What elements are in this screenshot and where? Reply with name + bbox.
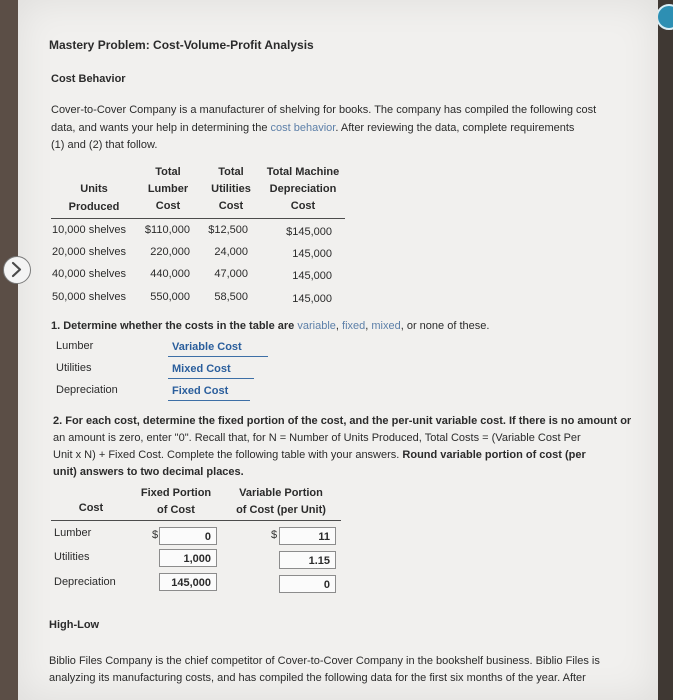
q2-header-variable-line: of Cost (per Unit) — [236, 504, 326, 516]
header-utilities-line: Utilities — [211, 183, 251, 195]
q2-label-utilities: Utilities — [54, 551, 90, 563]
cell-depreciation: 145,000 — [292, 248, 332, 260]
cost-behavior-link[interactable]: cost behavior — [270, 122, 336, 134]
header-lumber — [136, 164, 200, 215]
cell-units: 10,000 shelves — [52, 224, 126, 236]
header-lumber-line: Total — [155, 166, 181, 178]
q1-label-utilities: Utilities — [56, 362, 92, 374]
q2-header-cost: Cost — [78, 502, 104, 514]
intro-line-3: (1) and (2) that follow. — [51, 139, 158, 151]
cell-utilities: 47,000 — [214, 268, 248, 280]
table-header-divider — [51, 218, 345, 219]
q1-select-underline — [168, 400, 250, 401]
fixed-input-utilities[interactable]: 1,000 — [159, 549, 217, 567]
problem-page — [18, 0, 658, 700]
variable-input-depreciation[interactable]: 0 — [279, 575, 336, 593]
q2-text: Unit x N) + Fixed Cost. Complete the following table with your answers. — [53, 449, 403, 461]
q1-label-lumber: Lumber — [56, 340, 94, 352]
intro-text: data, and wants your help in determining the — [51, 122, 271, 134]
header-depreciation-line: Cost — [290, 200, 316, 212]
q1-prompt-text: 1. Determine whether the costs in the table are — [51, 320, 298, 332]
q1-select-utilities[interactable]: Mixed Cost — [172, 363, 231, 375]
cell-utilities: 24,000 — [214, 246, 248, 258]
currency-sign: $ — [152, 529, 159, 541]
section-heading-cost-behavior: Cost Behavior — [51, 73, 126, 85]
variable-input-lumber[interactable]: 11 — [279, 527, 336, 545]
high-low-line-2: analyzing its manufacturing costs, and has compiled the following data for the first six months of the year. After — [49, 672, 586, 684]
q2-header-variable — [228, 485, 334, 519]
q2-header-variable-line: Variable Portion — [239, 487, 323, 499]
high-low-line-1: Biblio Files Company is the chief competitor of Cover-to-Cover Company in the bookshelf business. Biblio Files is — [49, 655, 600, 667]
q2-text-line-4: unit) answers to two decimal places. — [53, 466, 244, 478]
header-units — [62, 180, 126, 216]
header-units-line: Produced — [68, 201, 120, 213]
q2-label-depreciation: Depreciation — [54, 576, 116, 588]
q1-select-depreciation[interactable]: Fixed Cost — [172, 385, 229, 397]
page-title: Mastery Problem: Cost-Volume-Profit Analysis — [49, 38, 314, 52]
header-utilities-line: Cost — [218, 200, 244, 212]
cell-utilities: $12,500 — [208, 224, 248, 236]
section-heading-high-low: High-Low — [49, 619, 100, 631]
variable-input-utilities[interactable]: 1.15 — [279, 551, 336, 569]
cell-units: 40,000 shelves — [52, 268, 126, 280]
header-depreciation-line: Total Machine — [266, 166, 340, 178]
q2-text-line-3 — [53, 449, 586, 461]
header-utilities — [200, 164, 262, 215]
q2-text-line-2: an amount is zero, enter "0". Recall that, for N = Number of Units Produced, Total Costs = (Variable Cost Per — [53, 432, 581, 444]
header-units-line: Units — [80, 183, 108, 195]
cell-lumber: 220,000 — [150, 246, 190, 258]
mixed-link[interactable]: mixed — [371, 320, 401, 332]
q1-select-underline — [168, 356, 268, 357]
cell-utilities: 58,500 — [214, 291, 248, 303]
header-depreciation-line: Depreciation — [269, 183, 337, 195]
intro-line-1: Cover-to-Cover Company is a manufacturer of shelving for books. The company has compiled the following cost — [51, 104, 597, 116]
currency-sign: $ — [271, 529, 278, 541]
expand-nav-button[interactable] — [3, 256, 31, 284]
cell-lumber: 550,000 — [150, 291, 190, 303]
cell-depreciation: $145,000 — [286, 226, 332, 238]
q2-header-divider — [51, 520, 341, 521]
fixed-input-lumber[interactable]: 0 — [159, 527, 217, 545]
header-depreciation — [258, 164, 348, 215]
cell-units: 50,000 shelves — [52, 291, 126, 303]
cell-lumber: 440,000 — [150, 268, 190, 280]
q1-prompt-text: , — [365, 320, 372, 332]
fixed-input-depreciation[interactable]: 145,000 — [159, 573, 217, 591]
q2-header-fixed — [134, 485, 218, 519]
intro-line-2 — [51, 122, 574, 134]
header-lumber-line: Lumber — [147, 183, 189, 195]
q1-label-depreciation: Depreciation — [56, 384, 118, 396]
right-edge — [658, 0, 673, 700]
q2-label-lumber: Lumber — [54, 527, 92, 539]
q2-header-fixed-line: of Cost — [157, 504, 195, 516]
q1-select-lumber[interactable]: Variable Cost — [172, 341, 242, 353]
q1-prompt-text: , — [335, 320, 343, 332]
header-lumber-line: Cost — [155, 200, 181, 212]
q2-rounding-note: Round variable portion of cost (per — [402, 449, 586, 461]
q1-prompt-text: , or none of these. — [400, 320, 490, 332]
q2-text-line-1: 2. For each cost, determine the fixed portion of the cost, and the per-unit variable cost. If there is no amount or — [53, 415, 632, 427]
cell-depreciation: 145,000 — [292, 293, 332, 305]
variable-link[interactable]: variable — [297, 320, 336, 332]
q1-prompt — [51, 320, 489, 332]
fixed-link[interactable]: fixed — [342, 320, 366, 332]
intro-text: . After reviewing the data, complete requirements — [335, 122, 575, 134]
cell-lumber: $110,000 — [144, 224, 190, 236]
cell-depreciation: 145,000 — [292, 270, 332, 282]
cell-units: 20,000 shelves — [52, 246, 126, 258]
chevron-right-icon — [4, 257, 29, 282]
header-utilities-line: Total — [218, 166, 244, 178]
q1-select-underline — [168, 378, 254, 379]
q2-header-fixed-line: Fixed Portion — [140, 487, 212, 499]
